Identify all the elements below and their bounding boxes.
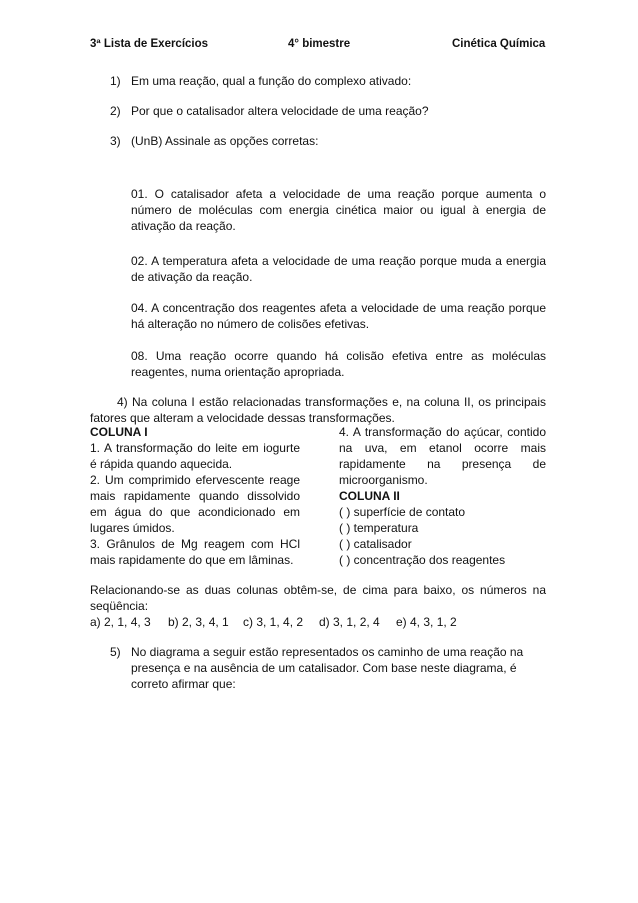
- question-2-text: Por que o catalisador altera velocidade de uma reação?: [131, 104, 429, 118]
- question-3-option-02: 02. A temperatura afeta a velocidade de uma reação porque muda a energia de ativação da reação.: [131, 254, 546, 284]
- column-1-item-1: 1. A transformação do leite em iogurte é rápida quando aquecida.: [90, 441, 300, 471]
- question-3-option-08: 08. Uma reação ocorre quando há colisão efetiva entre as moléculas reagentes, numa orientação apropriada.: [131, 349, 546, 379]
- question-1-text: Em uma reação, qual a função do complexo ativado:: [131, 74, 412, 88]
- column-2-item-temperature: ( ) temperatura: [339, 521, 419, 535]
- answer-d: d) 3, 1, 2, 4: [319, 615, 380, 629]
- column-1-item-3: 3. Grânulos de Mg reagem com HCl mais rapidamente do que em lâminas.: [90, 537, 300, 567]
- question-5-text: No diagrama a seguir estão representados os caminho de uma reação na presença e na ausência de um catalisador. Com base neste diagrama, é correto afirmar que:: [131, 645, 524, 691]
- question-4-relation-text: Relacionando-se as duas colunas obtêm-se, de cima para baixo, os números na seqüência:: [90, 583, 546, 613]
- column-2-item-concentration: ( ) concentração dos reagentes: [339, 553, 506, 567]
- question-3-number: 3): [110, 134, 121, 148]
- header-bimester: 4° bimestre: [288, 38, 351, 50]
- question-3-option-01: 01. O catalisador afeta a velocidade de uma reação porque aumenta o número de moléculas com energia cinética maior ou igual à energia de ativação da reação.: [131, 187, 546, 233]
- column-1-item-2: 2. Um comprimido efervescente reage mais rapidamente quando dissolvido em água do que acondicionado em lugares úmidos.: [90, 473, 300, 535]
- question-2-number: 2): [110, 104, 121, 118]
- header-subject: Cinética Química: [452, 38, 546, 50]
- header-list-title: 3ª Lista de Exercícios: [90, 38, 209, 50]
- answer-a: a) 2, 1, 4, 3: [90, 615, 151, 629]
- answer-b: b) 2, 3, 4, 1: [168, 615, 229, 629]
- question-3-option-04: 04. A concentração dos reagentes afeta a velocidade de uma reação porque há alteração no número de colisões efetivas.: [131, 301, 546, 331]
- answer-c: c) 3, 1, 4, 2: [243, 615, 304, 629]
- column-1-item-4: 4. A transformação do açúcar, contido na uva, em etanol ocorre mais rapidamente na presença de microorganismo.: [339, 425, 546, 487]
- column-2-item-catalyst: ( ) catalisador: [339, 537, 412, 551]
- column-2-title: COLUNA II: [339, 489, 400, 503]
- column-2-item-surface: ( ) superfície de contato: [339, 505, 466, 519]
- question-3-text: (UnB) Assinale as opções corretas:: [131, 134, 319, 148]
- question-4-intro: 4) Na coluna I estão relacionadas transformações e, na coluna II, os principais fatores que alteram a velocidade dessas transformações.: [90, 395, 546, 425]
- question-1-number: 1): [110, 74, 121, 88]
- answer-e: e) 4, 3, 1, 2: [396, 615, 457, 629]
- column-1-title: COLUNA I: [90, 425, 148, 439]
- question-5-number: 5): [110, 645, 121, 659]
